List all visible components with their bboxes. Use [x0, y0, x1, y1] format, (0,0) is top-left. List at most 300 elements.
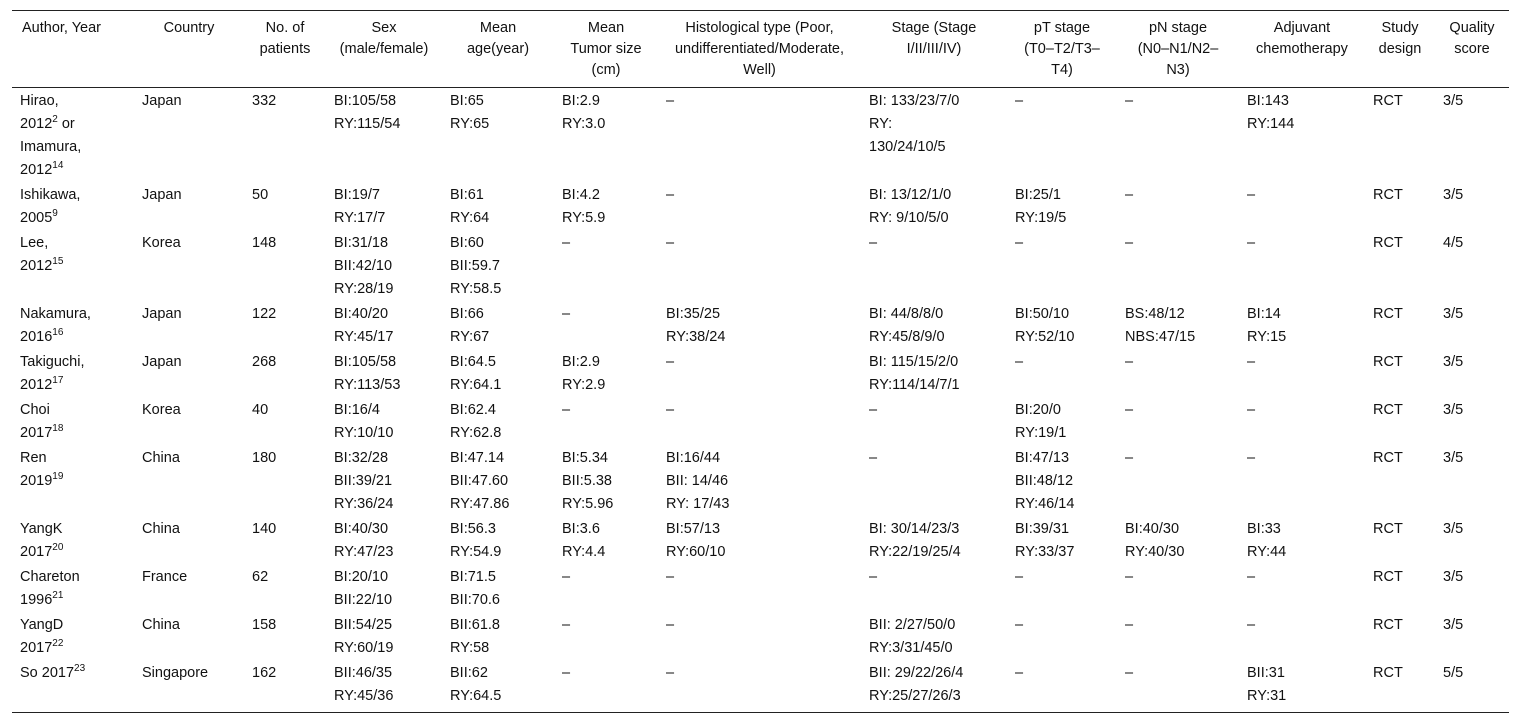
- author-text: 2019: [20, 473, 53, 489]
- cell-value: RY:46/14: [1015, 496, 1075, 512]
- cell-pn: [1117, 182, 1239, 230]
- cell-value: BI:64.5: [450, 354, 496, 370]
- header-text: Mean: [587, 20, 625, 36]
- cell-quality: [1435, 397, 1509, 445]
- cell-value: BI:47.14: [450, 450, 505, 466]
- cell-value: China: [142, 521, 180, 537]
- cell-value: 3/5: [1443, 402, 1464, 418]
- cell-value: –: [1015, 235, 1024, 251]
- header-text: pT stage: [1033, 20, 1091, 36]
- cell-value: –: [1125, 187, 1134, 203]
- cell-adj: [1239, 349, 1365, 397]
- cell-histo: [658, 445, 861, 516]
- cell-value: –: [666, 187, 675, 203]
- header-text: Adjuvant: [1273, 20, 1331, 36]
- cell-patients: [244, 516, 326, 564]
- cell-sex: [326, 445, 442, 516]
- cell-value: NBS:47/15: [1125, 329, 1196, 345]
- cell-value: 130/24/10/5: [869, 139, 946, 155]
- cell-adj: [1239, 88, 1365, 183]
- cell-pt: [1007, 182, 1117, 230]
- column-header-stage: [861, 11, 1007, 88]
- cell-value: RY:22/19/25/4: [869, 544, 961, 560]
- column-header-pt-stage: [1007, 11, 1117, 88]
- cell-tumor: [554, 516, 658, 564]
- cell-sex: [326, 660, 442, 713]
- cell-age: [442, 88, 554, 183]
- cell-value: –: [1125, 354, 1134, 370]
- cell-value: –: [1015, 354, 1024, 370]
- reference-superscript: 15: [52, 256, 64, 268]
- cell-value: 140: [252, 521, 277, 537]
- header-text: Mean: [479, 20, 517, 36]
- cell-adj: [1239, 660, 1365, 713]
- cell-country: [134, 445, 244, 516]
- cell-value: RY:38/24: [666, 329, 726, 345]
- cell-value: –: [1247, 617, 1256, 633]
- cell-value: 180: [252, 450, 277, 466]
- cell-quality: [1435, 88, 1509, 183]
- cell-value: BI:16/44: [666, 450, 721, 466]
- cell-stage: [861, 397, 1007, 445]
- cell-value: –: [666, 665, 675, 681]
- cell-value: BII: 2/27/50/0: [869, 617, 956, 633]
- cell-value: RY:19/1: [1015, 425, 1067, 441]
- cell-value: 162: [252, 665, 277, 681]
- header-text: Tumor size: [570, 41, 642, 57]
- cell-histo: [658, 516, 861, 564]
- cell-value: RY:47.86: [450, 496, 510, 512]
- cell-value: –: [869, 402, 878, 418]
- cell-value: BII:47.60: [450, 473, 509, 489]
- cell-value: RY:58: [450, 640, 490, 656]
- cell-value: 122: [252, 306, 277, 322]
- cell-value: BII: 29/22/26/4: [869, 665, 964, 681]
- cell-value: –: [869, 235, 878, 251]
- cell-pn: [1117, 88, 1239, 183]
- cell-adj: [1239, 612, 1365, 660]
- cell-value: BI:40/30: [334, 521, 389, 537]
- cell-quality: [1435, 301, 1509, 349]
- table-row: [12, 564, 1509, 612]
- cell-stage: [861, 516, 1007, 564]
- header-text: Study: [1381, 20, 1419, 36]
- column-header-adjuvant-chemotherapy: [1239, 11, 1365, 88]
- cell-value: RY:36/24: [334, 496, 394, 512]
- cell-pt: [1007, 612, 1117, 660]
- table-header-row: [12, 11, 1509, 88]
- table-row: [12, 230, 1509, 301]
- cell-value: BI:60: [450, 235, 484, 251]
- cell-value: 50: [252, 187, 269, 203]
- cell-value: Japan: [142, 93, 182, 109]
- header-text: score: [1454, 41, 1490, 57]
- cell-author: [12, 445, 134, 516]
- cell-author: [12, 660, 134, 713]
- cell-value: RY:114/14/7/1: [869, 377, 960, 393]
- cell-value: –: [1015, 569, 1024, 585]
- cell-stage: [861, 301, 1007, 349]
- cell-value: China: [142, 617, 180, 633]
- cell-author: [12, 88, 134, 183]
- cell-value: –: [869, 450, 878, 466]
- cell-design: [1365, 397, 1435, 445]
- cell-value: BI:16/4: [334, 402, 380, 418]
- reference-superscript: 20: [52, 542, 64, 554]
- header-text: patients: [259, 41, 311, 57]
- cell-value: RY:15: [1247, 329, 1287, 345]
- cell-pn: [1117, 516, 1239, 564]
- cell-value: BII:62: [450, 665, 488, 681]
- cell-value: –: [1247, 450, 1256, 466]
- cell-value: BI:71.5: [450, 569, 496, 585]
- cell-value: RCT: [1373, 93, 1403, 109]
- header-text: I/II/III/IV): [906, 41, 962, 57]
- cell-design: [1365, 182, 1435, 230]
- cell-value: BII:42/10: [334, 258, 393, 274]
- author-text: YangD: [20, 617, 64, 633]
- cell-value: 148: [252, 235, 277, 251]
- cell-value: BI: 44/8/8/0: [869, 306, 944, 322]
- table-row: [12, 516, 1509, 564]
- cell-value: –: [1125, 93, 1134, 109]
- header-text: N3): [1166, 62, 1190, 78]
- cell-value: 3/5: [1443, 450, 1464, 466]
- cell-value: BI: 30/14/23/3: [869, 521, 960, 537]
- cell-value: BI:40/20: [334, 306, 389, 322]
- cell-author: [12, 230, 134, 301]
- cell-value: RY:33/37: [1015, 544, 1075, 560]
- cell-value: RY:28/19: [334, 281, 394, 297]
- table-row: [12, 660, 1509, 713]
- cell-value: 3/5: [1443, 569, 1464, 585]
- cell-value: BI:61: [450, 187, 484, 203]
- cell-tumor: [554, 660, 658, 713]
- cell-age: [442, 301, 554, 349]
- cell-stage: [861, 349, 1007, 397]
- cell-country: [134, 397, 244, 445]
- author-text: Imamura,: [20, 139, 82, 155]
- cell-value: BI:14: [1247, 306, 1281, 322]
- header-text: Histological type (Poor,: [685, 20, 834, 36]
- cell-design: [1365, 301, 1435, 349]
- cell-tumor: [554, 564, 658, 612]
- cell-value: –: [666, 235, 675, 251]
- cell-sex: [326, 612, 442, 660]
- cell-value: –: [666, 617, 675, 633]
- cell-value: 4/5: [1443, 235, 1464, 251]
- cell-value: –: [1015, 93, 1024, 109]
- author-text: Choi: [20, 402, 50, 418]
- header-text: (T0–T2/T3–: [1024, 41, 1100, 57]
- cell-tumor: [554, 182, 658, 230]
- cell-value: –: [1125, 617, 1134, 633]
- cell-value: –: [1015, 665, 1024, 681]
- cell-value: BI:3.6: [562, 521, 600, 537]
- cell-pt: [1007, 397, 1117, 445]
- reference-superscript: 2: [52, 114, 58, 126]
- cell-value: BI:40/30: [1125, 521, 1180, 537]
- cell-value: RY:5.96: [562, 496, 614, 512]
- cell-pt: [1007, 564, 1117, 612]
- cell-value: BI:47/13: [1015, 450, 1070, 466]
- cell-value: RY:47/23: [334, 544, 394, 560]
- cell-value: Korea: [142, 235, 181, 251]
- cell-stage: [861, 445, 1007, 516]
- cell-value: BI:19/7: [334, 187, 380, 203]
- cell-value: 268: [252, 354, 277, 370]
- cell-value: RY:67: [450, 329, 490, 345]
- cell-design: [1365, 660, 1435, 713]
- cell-value: BI:35/25: [666, 306, 721, 322]
- cell-value: –: [1247, 402, 1256, 418]
- cell-value: RCT: [1373, 402, 1403, 418]
- cell-value: BI:105/58: [334, 354, 397, 370]
- cell-quality: [1435, 182, 1509, 230]
- cell-value: BI:4.2: [562, 187, 600, 203]
- cell-value: RCT: [1373, 450, 1403, 466]
- cell-value: –: [666, 402, 675, 418]
- column-header-mean-age: [442, 11, 554, 88]
- header-text: No. of: [265, 20, 305, 36]
- cell-pn: [1117, 397, 1239, 445]
- cell-value: BII:22/10: [334, 592, 393, 608]
- cell-author: [12, 564, 134, 612]
- cell-age: [442, 349, 554, 397]
- table-row: [12, 445, 1509, 516]
- column-header-sex: [326, 11, 442, 88]
- cell-value: RCT: [1373, 617, 1403, 633]
- cell-adj: [1239, 301, 1365, 349]
- cell-author: [12, 301, 134, 349]
- cell-sex: [326, 301, 442, 349]
- cell-patients: [244, 349, 326, 397]
- cell-age: [442, 445, 554, 516]
- cell-pn: [1117, 564, 1239, 612]
- cell-value: RY:60/19: [334, 640, 394, 656]
- column-header-author-year: [12, 11, 134, 88]
- cell-value: RCT: [1373, 306, 1403, 322]
- column-header-country: [134, 11, 244, 88]
- header-text: pN stage: [1148, 20, 1208, 36]
- cell-pt: [1007, 349, 1117, 397]
- cell-patients: [244, 660, 326, 713]
- cell-value: RY:45/36: [334, 688, 394, 704]
- header-text: (male/female): [339, 41, 429, 57]
- cell-design: [1365, 612, 1435, 660]
- cell-value: –: [1125, 235, 1134, 251]
- cell-value: BI:5.34: [562, 450, 608, 466]
- cell-value: –: [562, 235, 571, 251]
- cell-value: BI: 115/15/2/0: [869, 354, 959, 370]
- author-text: Chareton: [20, 569, 80, 585]
- author-text: 2005: [20, 210, 53, 226]
- cell-value: 5/5: [1443, 665, 1464, 681]
- cell-value: RY:3/31/45/0: [869, 640, 953, 656]
- reference-superscript: 14: [52, 160, 64, 172]
- reference-superscript: 22: [52, 638, 64, 650]
- cell-value: China: [142, 450, 180, 466]
- author-text: 2016: [20, 329, 53, 345]
- cell-value: BS:48/12: [1125, 306, 1185, 322]
- cell-patients: [244, 88, 326, 183]
- cell-value: RCT: [1373, 354, 1403, 370]
- cell-quality: [1435, 564, 1509, 612]
- reference-superscript: 18: [52, 423, 64, 435]
- cell-value: RY: 17/43: [666, 496, 730, 512]
- cell-stage: [861, 88, 1007, 183]
- column-header-study-design: [1365, 11, 1435, 88]
- cell-histo: [658, 301, 861, 349]
- cell-age: [442, 564, 554, 612]
- header-text: Stage (Stage: [891, 20, 977, 36]
- cell-age: [442, 660, 554, 713]
- table-row: [12, 612, 1509, 660]
- cell-value: RY:44: [1247, 544, 1287, 560]
- cell-value: –: [562, 665, 571, 681]
- cell-value: 3/5: [1443, 306, 1464, 322]
- cell-value: Japan: [142, 354, 182, 370]
- cell-value: BI: 133/23/7/0: [869, 93, 960, 109]
- cell-author: [12, 182, 134, 230]
- table-row: [12, 88, 1509, 183]
- cell-value: France: [142, 569, 188, 585]
- cell-histo: [658, 660, 861, 713]
- author-text: Hirao,: [20, 93, 59, 109]
- header-text: undifferentiated/Moderate,: [674, 41, 844, 57]
- header-text: Country: [163, 20, 215, 36]
- cell-country: [134, 660, 244, 713]
- header-text: Well): [743, 62, 776, 78]
- cell-tumor: [554, 88, 658, 183]
- cell-pn: [1117, 230, 1239, 301]
- cell-value: BI: 13/12/1/0: [869, 187, 952, 203]
- cell-author: [12, 516, 134, 564]
- reference-superscript: 16: [52, 327, 64, 339]
- cell-adj: [1239, 397, 1365, 445]
- cell-value: RY:19/5: [1015, 210, 1067, 226]
- cell-value: BI:25/1: [1015, 187, 1061, 203]
- cell-pt: [1007, 660, 1117, 713]
- cell-value: BI:62.4: [450, 402, 496, 418]
- cell-patients: [244, 301, 326, 349]
- cell-value: RY:: [869, 116, 893, 132]
- cell-value: RCT: [1373, 187, 1403, 203]
- cell-value: –: [1247, 569, 1256, 585]
- cell-adj: [1239, 230, 1365, 301]
- reference-superscript: 19: [52, 471, 64, 483]
- cell-value: –: [666, 569, 675, 585]
- author-text: 2012: [20, 258, 53, 274]
- cell-age: [442, 230, 554, 301]
- cell-pn: [1117, 612, 1239, 660]
- cell-quality: [1435, 516, 1509, 564]
- table-body: [12, 88, 1509, 713]
- cell-value: –: [1247, 235, 1256, 251]
- author-text: 2012: [20, 116, 53, 132]
- cell-country: [134, 88, 244, 183]
- cell-tumor: [554, 230, 658, 301]
- author-text: 2017: [20, 425, 53, 441]
- cell-value: BI:2.9: [562, 354, 600, 370]
- cell-stage: [861, 612, 1007, 660]
- author-text: Ishikawa,: [20, 187, 81, 203]
- cell-pn: [1117, 660, 1239, 713]
- reference-superscript: 17: [52, 375, 64, 387]
- cell-value: BI:20/10: [334, 569, 389, 585]
- cell-value: BII:46/35: [334, 665, 393, 681]
- cell-country: [134, 564, 244, 612]
- cell-value: RCT: [1373, 521, 1403, 537]
- reference-superscript: 21: [52, 590, 64, 602]
- cell-stage: [861, 564, 1007, 612]
- cell-country: [134, 516, 244, 564]
- cell-pt: [1007, 516, 1117, 564]
- column-header-mean-tumor-size: [554, 11, 658, 88]
- cell-adj: [1239, 445, 1365, 516]
- cell-value: BI:65: [450, 93, 484, 109]
- cell-country: [134, 612, 244, 660]
- header-text: (N0–N1/N2–: [1137, 41, 1219, 57]
- cell-value: 3/5: [1443, 93, 1464, 109]
- header-text: (cm): [591, 62, 621, 78]
- author-text: Lee,: [20, 235, 49, 251]
- cell-value: RCT: [1373, 235, 1403, 251]
- cell-value: RY:64.5: [450, 688, 502, 704]
- cell-value: BII:31: [1247, 665, 1285, 681]
- cell-quality: [1435, 660, 1509, 713]
- cell-sex: [326, 230, 442, 301]
- cell-sex: [326, 397, 442, 445]
- cell-sex: [326, 88, 442, 183]
- cell-value: 332: [252, 93, 277, 109]
- reference-superscript: 9: [52, 208, 58, 220]
- column-header-pn-stage: [1117, 11, 1239, 88]
- cell-histo: [658, 182, 861, 230]
- cell-pt: [1007, 88, 1117, 183]
- cell-patients: [244, 230, 326, 301]
- cell-patients: [244, 564, 326, 612]
- header-text: Sex: [371, 20, 397, 36]
- table-row: [12, 301, 1509, 349]
- cell-value: 62: [252, 569, 269, 585]
- column-header-no-of-patients: [244, 11, 326, 88]
- cell-pn: [1117, 301, 1239, 349]
- cell-pn: [1117, 349, 1239, 397]
- cell-value: Korea: [142, 402, 181, 418]
- cell-value: RY:64: [450, 210, 490, 226]
- cell-value: RY:10/10: [334, 425, 394, 441]
- cell-value: –: [1125, 402, 1134, 418]
- cell-value: RY:45/8/9/0: [869, 329, 945, 345]
- header-text: Quality: [1449, 20, 1495, 36]
- cell-author: [12, 397, 134, 445]
- cell-value: BII:70.6: [450, 592, 500, 608]
- cell-age: [442, 182, 554, 230]
- cell-value: 3/5: [1443, 187, 1464, 203]
- cell-country: [134, 349, 244, 397]
- cell-value: 3/5: [1443, 617, 1464, 633]
- header-text: chemotherapy: [1256, 41, 1348, 57]
- cell-value: RCT: [1373, 665, 1403, 681]
- cell-value: RY: 9/10/5/0: [869, 210, 949, 226]
- cell-value: RY:113/53: [334, 377, 401, 393]
- cell-value: RY:62.8: [450, 425, 502, 441]
- cell-value: –: [1247, 187, 1256, 203]
- cell-design: [1365, 516, 1435, 564]
- cell-value: –: [1247, 354, 1256, 370]
- cell-value: RCT: [1373, 569, 1403, 585]
